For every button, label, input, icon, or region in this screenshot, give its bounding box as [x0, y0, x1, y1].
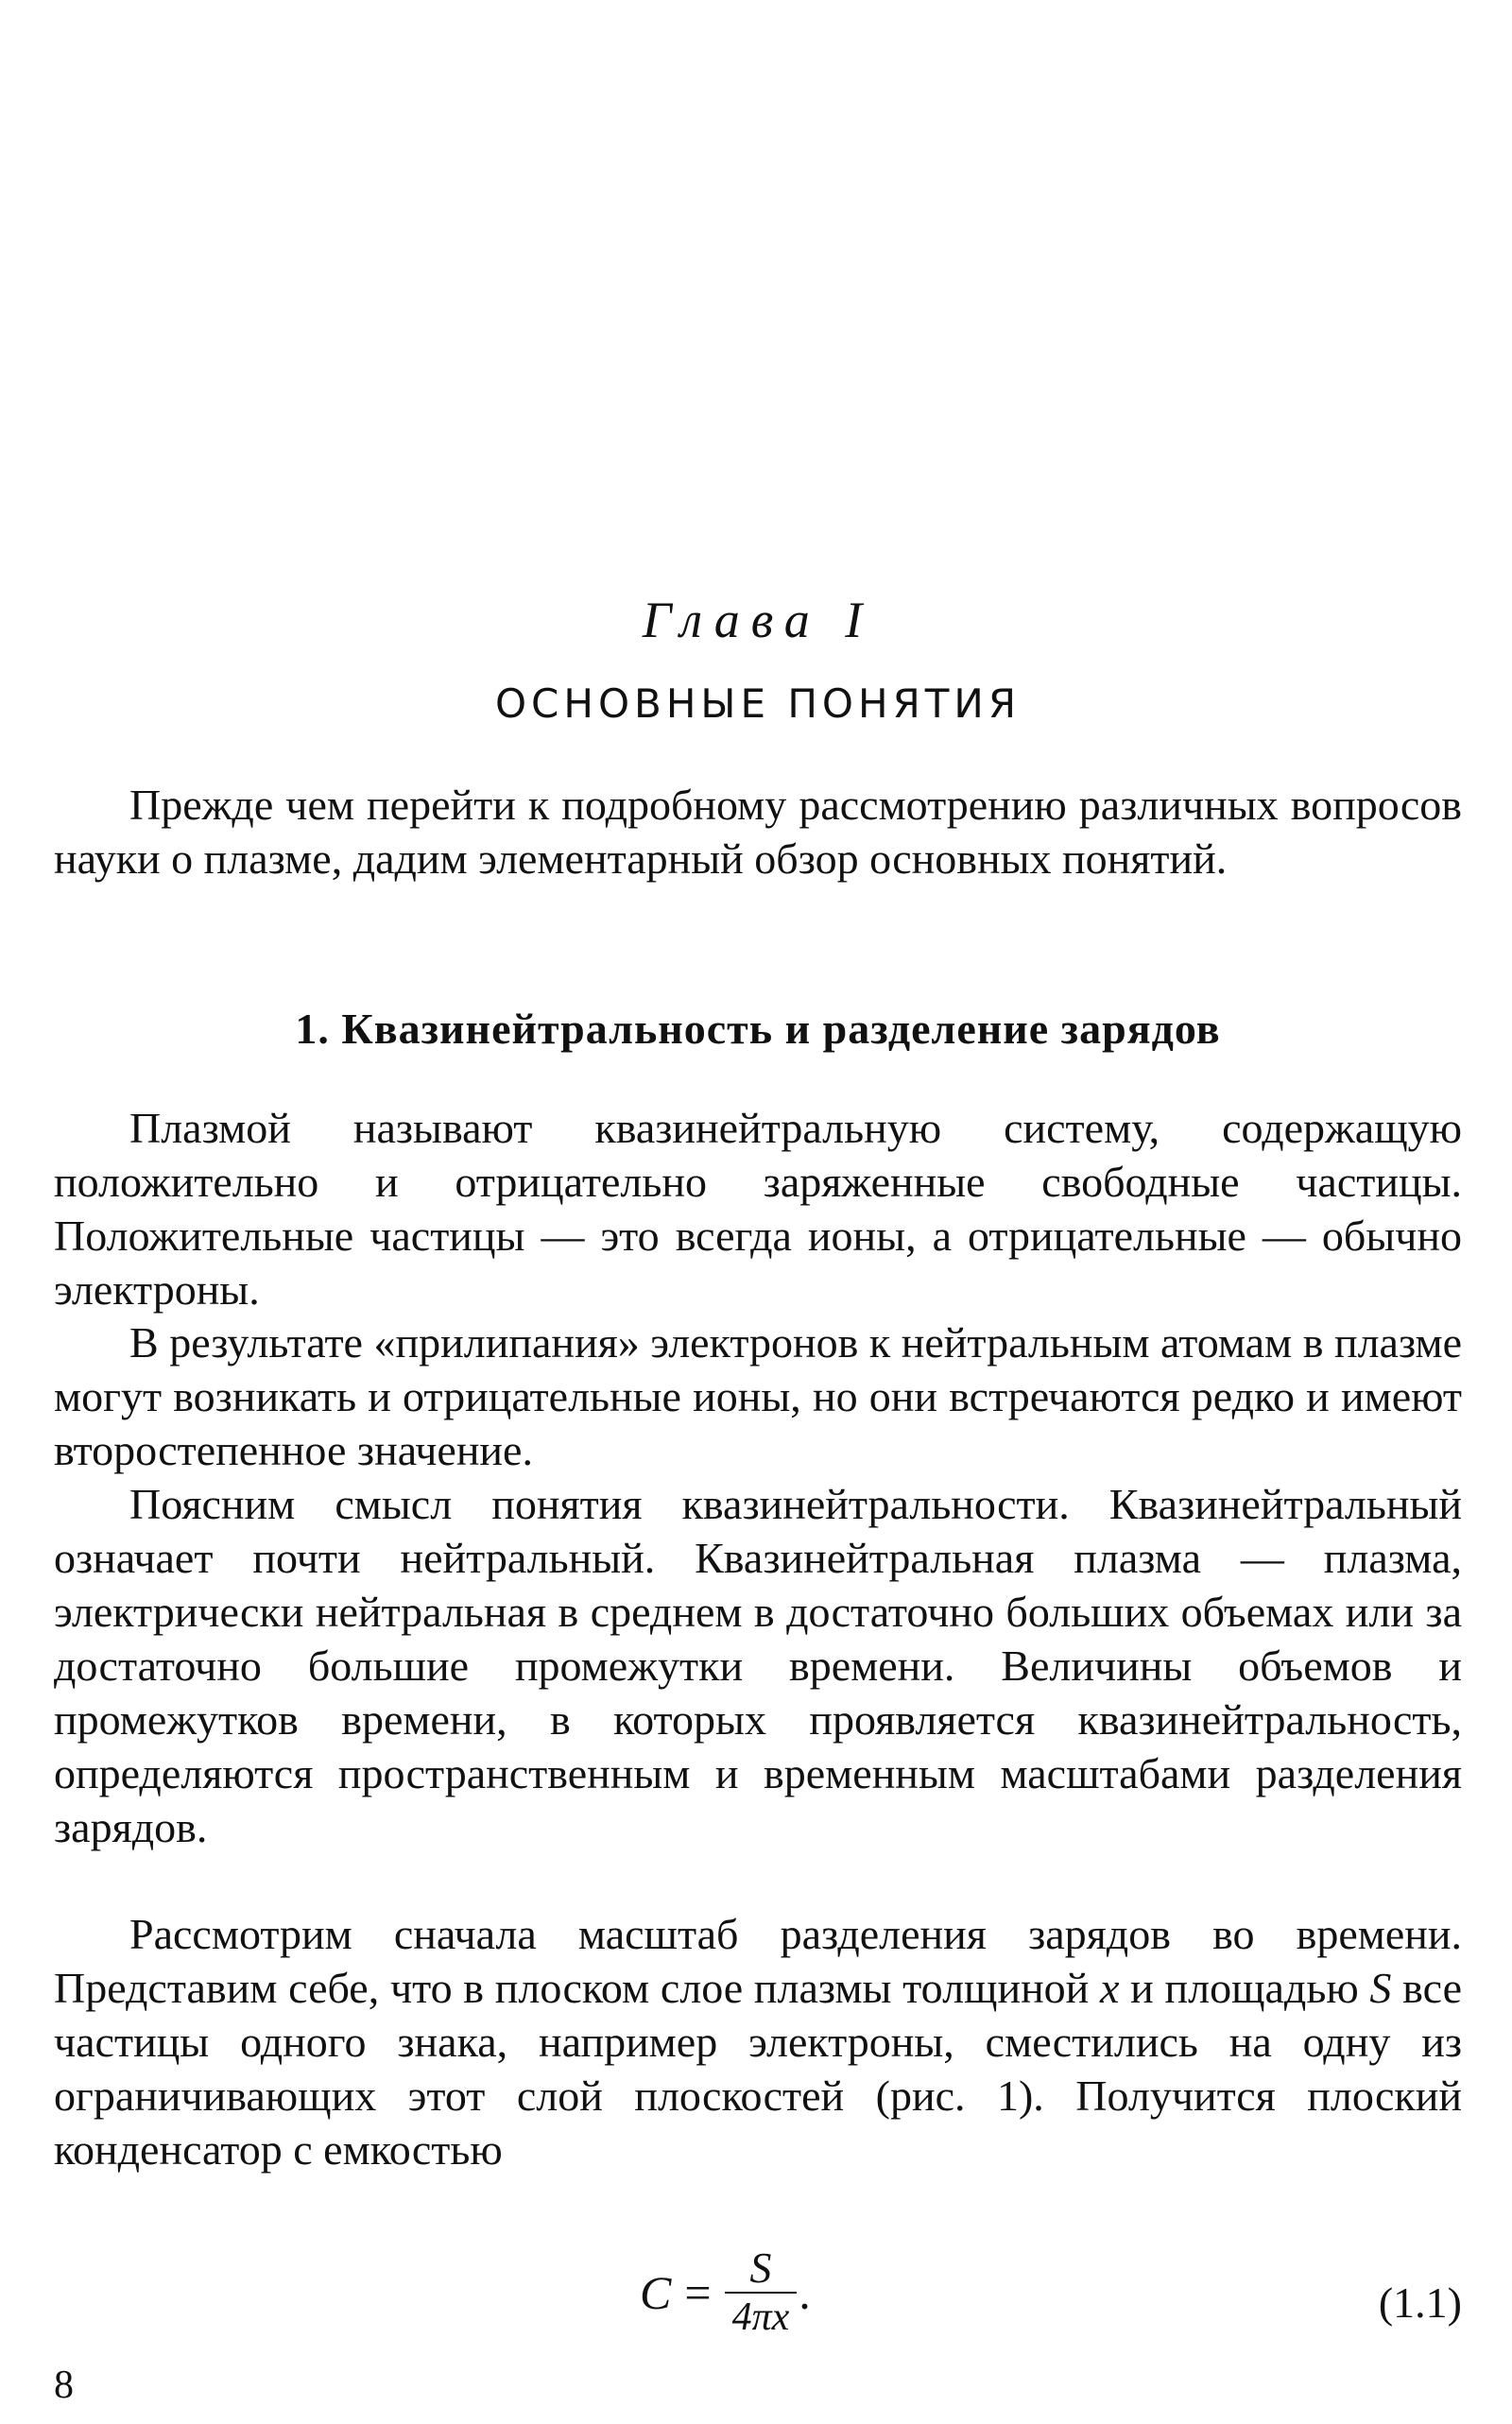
chapter-title: ОСНОВНЫЕ ПОНЯТИЯ	[494, 680, 1022, 727]
intro-paragraph: Прежде чем перейти к подробному рассмотрению различных вопросов науки о плазме, дадим элементарный обзор основных понятий.	[54, 781, 1462, 883]
equation-number: (1.1)	[1378, 2278, 1462, 2327]
variable-x: x	[1100, 1964, 1120, 2012]
formula-equals: =	[684, 2266, 712, 2319]
body-paragraph-1: Плазмой называют квазинейтральную систему, содержащую положительно и отрицательно заряженные свободные частицы. Положительные частицы — это всегда ионы, а отрицательные — обычно электроны.	[54, 1104, 1462, 1314]
body-paragraph-2: В результате «прилипания» электронов к нейтральным атомам в плазме могут возникать и отрицательные ионы, но они встречаются редко и имеют второстепенное значение.	[54, 1318, 1462, 1474]
body-paragraph-4	[54, 1907, 1462, 2176]
page-number: 8	[54, 2364, 74, 2407]
variable-s: S	[1369, 1964, 1392, 2012]
paragraph-text: все частицы одного знака, например электроны, сместились на одну из ограничивающих этот слой плоскостей (рис. 1). Получится плоский конденсатор с емкостью	[54, 1964, 1462, 2174]
formula-numerator: S	[749, 2243, 772, 2292]
formula-lhs: C	[640, 2266, 672, 2319]
formula-denominator: 4πx	[731, 2295, 790, 2339]
body-paragraph-3: Поясним смысл понятия квазинейтральности. Квазинейтральный означает почти нейтральный. Квазинейтральная плазма — плазма, электрически нейтральная в среднем в достаточно больших объемах или за достаточно большие промежутки времени. Величины объемов и промежутков времени, в которых проявляется квазинейтральность, определяются пространственным и временным масштабами разделения зарядов.	[54, 1480, 1462, 1851]
formula-fraction	[725, 2244, 798, 2341]
paragraph-text: и площадью	[1119, 1964, 1370, 2012]
paragraph-text: Рассмотрим сначала масштаб разделения зарядов во времени. Представим себе, что в плоском слое плазмы толщиной	[54, 1910, 1462, 2012]
capacitance-formula	[640, 2244, 811, 2341]
book-page	[54, 0, 1462, 2424]
formula-trailing-dot: .	[799, 2266, 811, 2319]
section-heading: 1. Квазинейтральность и разделение зарядов	[295, 1005, 1221, 1053]
chapter-label: Глава I	[642, 592, 874, 648]
